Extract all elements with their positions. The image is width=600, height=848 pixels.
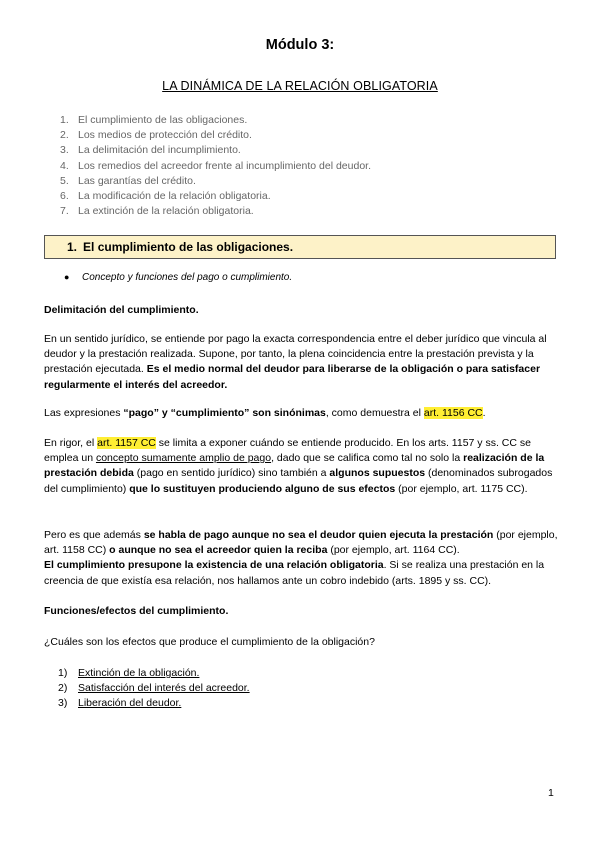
table-of-contents	[60, 113, 371, 219]
section-heading-box	[44, 235, 556, 259]
page-number: 1	[548, 787, 554, 799]
effect-item: 3) Liberación del deudor.	[58, 697, 182, 710]
toc-item: 7. La extinción de la relación obligatoria.	[60, 205, 254, 218]
heading-delimitacion: Delimitación del cumplimiento.	[44, 304, 199, 316]
article-highlight: art. 1157 CC	[97, 437, 156, 449]
toc-item: 5. Las garantías del crédito.	[60, 174, 196, 187]
effect-item: 1) Extinción de la obligación.	[58, 667, 200, 679]
toc-item: 1. El cumplimiento de las obligaciones.	[60, 114, 248, 126]
module-title: Módulo 3:	[265, 37, 335, 53]
module-subtitle: LA DINÁMICA DE LA RELACIÓN OBLIGATORIA	[162, 79, 438, 93]
toc-item: 4. Los remedios del acreedor frente al incumplimiento del deudor.	[60, 159, 372, 172]
effects-list	[58, 666, 250, 712]
heading-funciones: Funciones/efectos del cumplimiento.	[44, 605, 229, 617]
paragraph-synonyms: Las expresiones “pago” y “cumplimiento” son sinónimas, como demuestra el art. 1156 CC.	[44, 407, 486, 419]
toc-item: 3. La delimitación del incumplimiento.	[60, 144, 241, 157]
effect-item: 2) Satisfacción del interés del acreedor.	[58, 682, 250, 695]
bullet-text: Concepto y funciones del pago o cumplimiento.	[82, 272, 293, 283]
bullet-item	[64, 272, 292, 283]
section-number: 1.	[67, 240, 78, 254]
article-highlight: art. 1156 CC	[423, 407, 483, 419]
paragraph-definition: En un sentido jurídico, se entiende por pago la exacta correspondencia entre el deber jurídico que vincula al deudor y la prestación realizada. Supone, por tanto, la plena coincidencia entre la prestación prevista y la prestación ejecutada. Es el medio normal del deudor para liberarse de la obligación o para satisfacer regularmente el interés del acreedor.	[44, 333, 547, 391]
question-text: ¿Cuáles son los efectos que produce el cumplimiento de la obligación?	[44, 636, 375, 648]
toc-item: 6. La modificación de la relación obligatoria.	[60, 190, 271, 203]
paragraph-pago: Pero es que además se habla de pago aunque no sea el deudor quien ejecuta la prestación (por ejemplo, art. 1158 CC) o aunque no sea el acreedor quien la reciba (por ejemplo, art. 1164 CC). El cumplimiento presupone la existencia de una relación obligatoria. Si se realiza una prestación en la creencia de que existía esa relación, nos hallamos ante un cobro indebido (arts. 1895 y ss. CC).	[44, 529, 558, 587]
toc-item: 2. Los medios de protección del crédito.	[60, 129, 252, 142]
bullet-icon: ●	[64, 272, 70, 282]
paragraph-rigor: En rigor, el art. 1157 CC se limita a exponer cuándo se entiende producido. En los arts. 1157 y ss. CC se emplea un concepto sumamente amplio de pago, dado que se califica como tal no solo la realización de la prestación debida (pago en sentido jurídico) sino también a algunos supuestos (denominados subrogados del cumplimiento) que lo sustituyen produciendo alguno de sus efectos (por ejemplo, art. 1175 CC).	[44, 437, 553, 495]
section-title: El cumplimiento de las obligaciones.	[83, 240, 294, 254]
